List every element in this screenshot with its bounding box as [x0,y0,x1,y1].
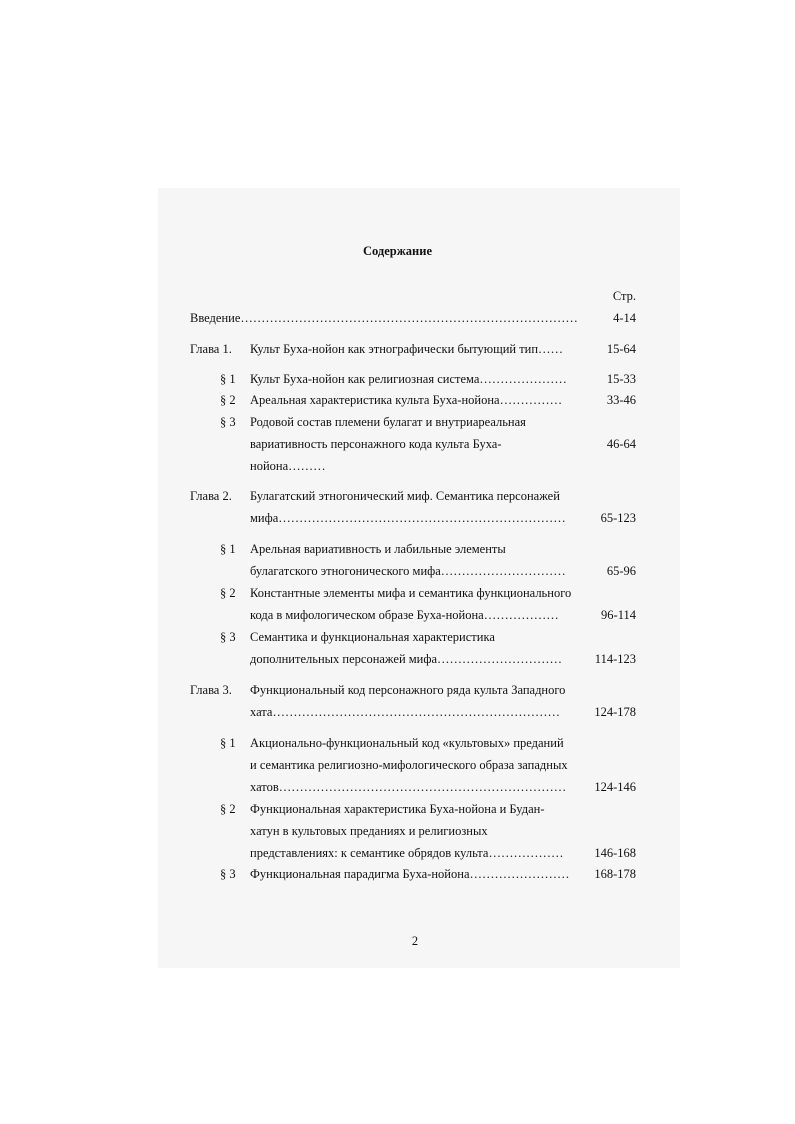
section-3-2-pages: 146-168 [594,846,636,860]
chapter-1-label: Глава 1. [190,342,232,356]
section-2-3-pages: 114-123 [594,652,636,666]
page-number: 2 [411,934,419,948]
section-2-1-line-2: булагатского этногонического мифа………………………… [250,564,566,578]
section-2-2-pages: 96-114 [601,608,636,622]
section-2-2-label: § 2 [220,586,236,600]
chapter-2-label: Глава 2. [190,489,232,503]
section-1-3-line-1: Родовой состав племени булагат и внутриареальная [250,415,526,429]
section-2-3-line-2: дополнительных персонажей мифа………………………… [250,652,563,666]
section-3-1-line-2: и семантика религиозно-мифологического образа западных [250,758,568,772]
chapter-2-pages: 65-123 [600,511,636,525]
chapter-3-title-line-2: хата…………………………………………………………… [250,705,560,719]
chapter-2-title-line-2: мифа…………………………………………………………… [250,511,566,525]
section-3-3-pages: 168-178 [594,867,636,881]
section-3-1-line-1: Акционально-функциональный код «культовых» преданий [250,736,564,750]
section-2-2-line-2: кода в мифологическом образе Буха-нойона……………… [250,608,559,622]
chapter-1-pages: 15-64 [606,342,636,356]
section-2-3-label: § 3 [220,630,236,644]
section-1-1-title: Культ Буха-нойон как религиозная система………………… [250,372,567,386]
section-1-3-line-2: вариативность персонажного кода культа Буха- [250,437,502,451]
chapter-3-title-line-1: Функциональный код персонажного ряда культа Западного [250,683,566,697]
chapter-3-label: Глава 3. [190,683,232,697]
section-3-3-label: § 3 [220,867,236,881]
section-3-1-line-3: хатов…………………………………………………………… [250,780,567,794]
section-2-3-line-1: Семантика и функциональная характеристика [250,630,495,644]
toc-entry-intro-text: Введение……………………………………………………………………… [190,311,578,325]
section-1-2-pages: 33-46 [606,393,636,407]
section-1-3-line-3: нойона……… [250,459,326,473]
section-3-1-label: § 1 [220,736,236,750]
toc-entry-intro-pages: 4-14 [613,311,636,325]
section-3-2-line-1: Функциональная характеристика Буха-нойона и Будан- [250,802,545,816]
section-1-3-label: § 3 [220,415,236,429]
section-2-1-line-1: Арельная вариативность и лабильные элементы [250,542,506,556]
section-3-2-label: § 2 [220,802,236,816]
section-2-2-line-1: Константные элементы мифа и семантика функционального [250,586,572,600]
section-3-2-line-3: представлениях: к семантике обрядов культа……………… [250,846,564,860]
section-1-1-label: § 1 [220,372,236,386]
section-3-1-pages: 124-146 [594,780,636,794]
section-3-3-title: Функциональная парадигма Буха-нойона…………………… [250,867,570,881]
chapter-3-pages: 124-178 [594,705,636,719]
section-2-1-label: § 1 [220,542,236,556]
section-2-1-pages: 65-96 [606,564,636,578]
page-title: Содержание [362,244,432,258]
section-1-1-pages: 15-33 [606,372,636,386]
pages-column-header: Стр. [612,289,636,303]
section-1-2-label: § 2 [220,393,236,407]
section-1-3-pages: 46-64 [606,437,636,451]
section-3-2-line-2: хатун в культовых преданиях и религиозных [250,824,488,838]
chapter-2-title-line-1: Булагатский этногонический миф. Семантика персонажей [250,489,560,503]
section-1-2-title: Ареальная характеристика культа Буха-нойона…………… [250,393,563,407]
chapter-1-title: Культ Буха-нойон как этнографически бытующий тип…… [250,342,564,356]
